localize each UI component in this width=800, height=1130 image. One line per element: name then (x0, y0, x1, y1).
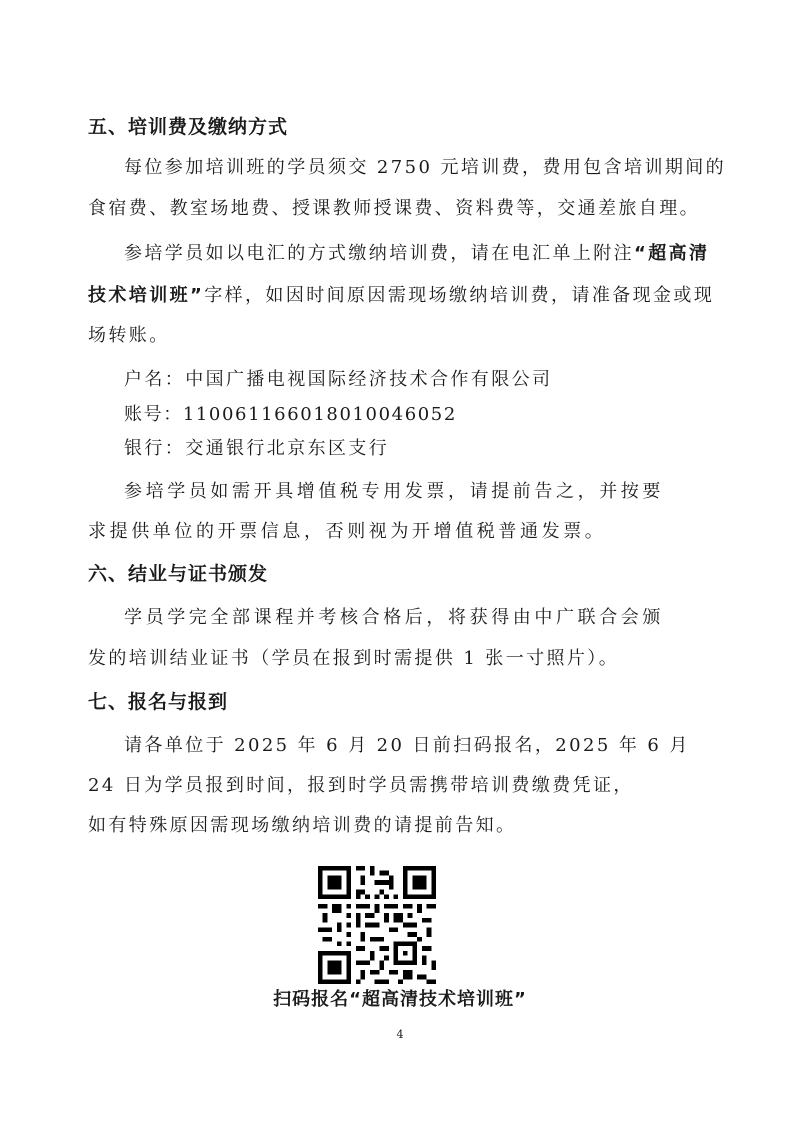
account-name-value: 中国广播电视国际经济技术合作有限公司 (185, 369, 553, 390)
account-number-value: 110061166018010046052 (182, 404, 457, 425)
certificate-text-line: 学员学完全部课程并考核合格后，将获得由中广联合会颁 (124, 607, 664, 628)
page-number: 4 (396, 1028, 404, 1041)
fee-text-line: 场转账。 (88, 325, 170, 346)
class-name-emphasis: 技术培训班” (88, 285, 205, 306)
invoice-text-line: 求提供单位的开票信息，否则视为开增值税普通发票。 (88, 521, 607, 542)
certificate-text-line: 发的培训结业证书（学员在报到时需提供 1 张一寸照片）。 (88, 648, 620, 669)
registration-text-line: 24 日为学员报到时间，报到时学员需携带培训费缴费凭证， (88, 775, 634, 796)
registration-text-line: 请各单位于 2025 年 6 月 20 日前扫码报名，2025 年 6 月 (124, 735, 690, 756)
fee-text-line: 食宿费、教室场地费、授课教师授课费、资料费等，交通差旅自理。 (88, 198, 700, 219)
fee-text-line: 每位参加培训班的学员须交 2750 元培训费，费用包含培训期间的 (124, 157, 727, 178)
heading-fee: 五、培训费及缴纳方式 (88, 116, 289, 138)
bank-row: 银行：交通银行北京东区支行 (124, 438, 390, 459)
qr-caption: 扫码报名“超高清技术培训班” (273, 989, 527, 1010)
registration-text-line: 如有特殊原因需现场缴纳培训费的请提前告知。 (88, 815, 517, 836)
fee-text-line: 参培学员如以电汇的方式缴纳培训费，请在电汇单上附注“超高清 (124, 243, 710, 264)
account-name-row: 户名：中国广播电视国际经济技术合作有限公司 (124, 369, 553, 390)
bank-value: 交通银行北京东区支行 (185, 438, 390, 459)
class-name-emphasis: “超高清 (634, 243, 710, 264)
qr-code-icon (318, 866, 436, 984)
registration-qr-code[interactable] (318, 866, 436, 984)
fee-text-line: 技术培训班”字样，如因时间原因需现场缴纳培训费，请准备现金或现 (88, 285, 715, 306)
invoice-text-line: 参培学员如需开具增值税专用发票，请提前告之，并按要 (124, 481, 664, 502)
account-number-row: 账号：110061166018010046052 (124, 404, 457, 425)
heading-certificate: 六、结业与证书颁发 (88, 563, 269, 585)
heading-registration: 七、报名与报到 (88, 691, 229, 713)
